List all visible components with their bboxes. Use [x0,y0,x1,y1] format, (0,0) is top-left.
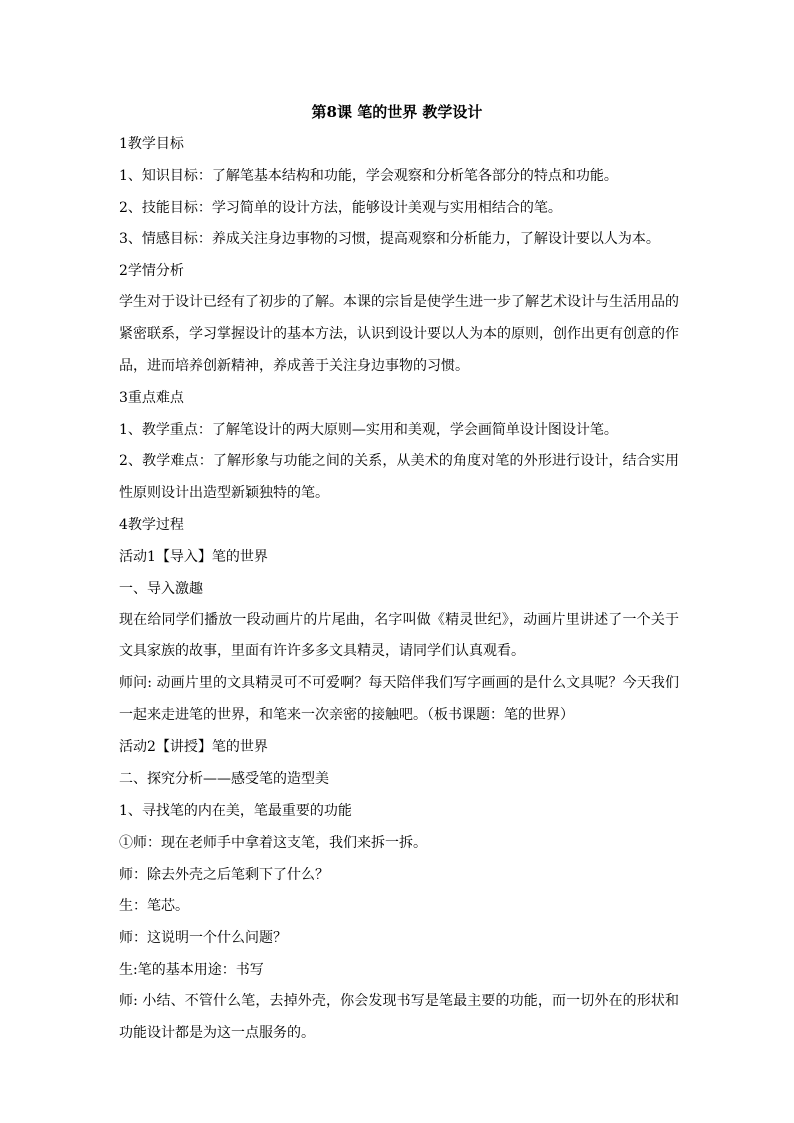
paragraph-video-intro: 现在给同学们播放一段动画片的片尾曲，名字叫做《精灵世纪》，动画片里讲述了一个关于文具家族的故事，里面有许许多多文具精灵，请同学们认真观看。 [119,611,679,660]
paragraph-emotion-goal: 3、情感目标：养成关注身边事物的习惯，提高观察和分析能力，了解设计要以人为本。 [119,231,660,248]
dialogue-line-5: 生:笔的基本用途：书写 [119,961,264,978]
section-heading-analysis: 2学情分析 [119,263,184,280]
paragraph-key-point: 1、教学重点：了解笔设计的两大原则—实用和美观，学会画简单设计图设计笔。 [119,421,618,438]
paragraph-summary: 师: 小结、不管什么笔，去掉外壳，你会发现书写是笔最主要的功能，而一切外在的形状和功能设计都是为这一点服务的。 [119,992,679,1041]
paragraph-knowledge-goal: 1、知识目标：了解笔基本结构和功能，学会观察和分析笔各部分的特点和功能。 [119,167,618,184]
dialogue-line-4: 师：这说明一个什么问题？ [119,930,287,947]
section-heading-objectives: 1教学目标 [119,136,184,152]
document-title: 第8课 笔的世界 教学设计 [311,103,483,121]
dialogue-line-1: ①师：现在老师手中拿着这支笔，我们来拆一拆。 [119,834,427,851]
paragraph-skill-goal: 2、技能目标：学习简单的设计方法，能够设计美观与实用相结合的笔。 [119,199,562,216]
section-heading-process: 4教学过程 [119,517,184,534]
activity-2-heading: 活动2【讲授】笔的世界 [119,739,268,756]
paragraph-student-analysis: 学生对于设计已经有了初步的了解。本课的宗旨是使学生进一步了解艺术设计与生活用品的紧密联系，学习掌握设计的基本方法，认识到设计要以人为本的原则，创作出更有创意的作品，进而培养创新精神，养成善于关注身边事物的习惯。 [119,293,679,374]
subheading-explore: 二、探究分析——感受笔的造型美 [119,771,329,788]
subheading-intro: 一、导入激趣 [119,580,203,597]
dialogue-line-3: 生：笔芯。 [119,898,189,915]
activity-1-heading: 活动1【导入】笔的世界 [119,548,268,565]
subheading-inner-beauty: 1、寻找笔的内在美，笔最重要的功能 [119,802,352,819]
section-heading-key-points: 3重点难点 [119,390,184,407]
dialogue-line-2: 师：除去外壳之后笔剩下了什么？ [119,866,329,883]
paragraph-difficulty: 2、教学难点：了解形象与功能之间的关系，从美术的角度对笔的外形进行设计，结合实用性原则设计出造型新颖独特的笔。 [119,452,679,501]
document-body [119,133,679,1054]
paragraph-teacher-question: 师问: 动画片里的文具精灵可不可爱啊？每天陪伴我们写字画画的是什么文具呢？今天我们一起来走进笔的世界，和笔来一次亲密的接触吧。（板书课题：笔的世界） [119,674,679,723]
